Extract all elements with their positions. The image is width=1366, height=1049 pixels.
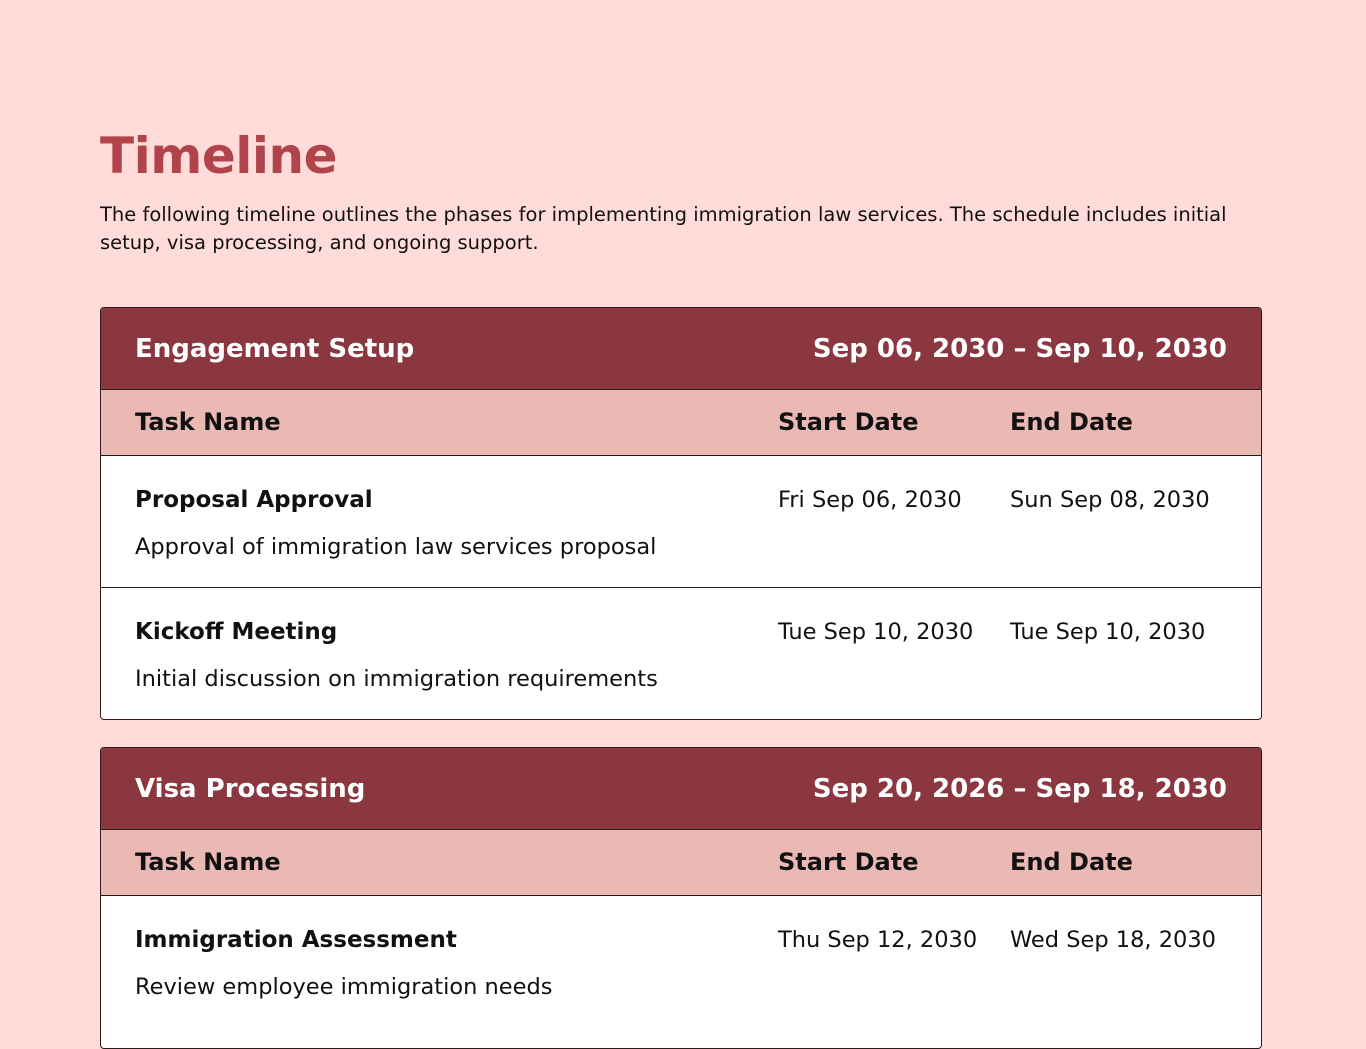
phase-engagement-setup [100, 307, 1262, 720]
task-name: Kickoff Meeting [135, 619, 338, 645]
phase-header [101, 308, 1261, 390]
task-start-date: Tue Sep 10, 2030 [778, 619, 974, 645]
phase-header [101, 748, 1261, 830]
column-header-end-date: End Date [1010, 408, 1133, 436]
phase-name: Visa Processing [135, 773, 366, 804]
column-header-start-date: Start Date [778, 848, 919, 876]
column-header-task-name: Task Name [135, 848, 281, 876]
task-end-date: Tue Sep 10, 2030 [1010, 619, 1206, 645]
column-header-end-date: End Date [1010, 848, 1133, 876]
task-end-date: Wed Sep 18, 2030 [1010, 927, 1216, 953]
phase-date-range: Sep 20, 2026 – Sep 18, 2030 [812, 773, 1227, 804]
task-start-date: Thu Sep 12, 2030 [778, 927, 978, 953]
task-name: Immigration Assessment [135, 927, 457, 953]
task-description: Review employee immigration needs [135, 974, 553, 1000]
phase-visa-processing [100, 747, 1262, 1049]
column-header-task-name: Task Name [135, 408, 281, 436]
task-row [101, 587, 1261, 718]
task-row [101, 896, 1261, 1027]
task-end-date: Sun Sep 08, 2030 [1010, 487, 1210, 513]
task-start-date: Fri Sep 06, 2030 [778, 487, 962, 513]
page-title: Timeline [100, 127, 338, 185]
phase-date-range: Sep 06, 2030 – Sep 10, 2030 [812, 333, 1227, 364]
intro-paragraph: The following timeline outlines the phases for implementing immigration law services. The schedule includes initial setup, visa processing, and ongoing support. [100, 203, 1227, 254]
column-header-row [101, 390, 1261, 456]
task-row [101, 456, 1261, 587]
column-header-row [101, 830, 1261, 896]
phase-name: Engagement Setup [135, 333, 415, 364]
task-description: Initial discussion on immigration requirements [135, 666, 658, 692]
task-name: Proposal Approval [135, 487, 373, 513]
column-header-start-date: Start Date [778, 408, 919, 436]
task-description: Approval of immigration law services proposal [135, 534, 657, 560]
